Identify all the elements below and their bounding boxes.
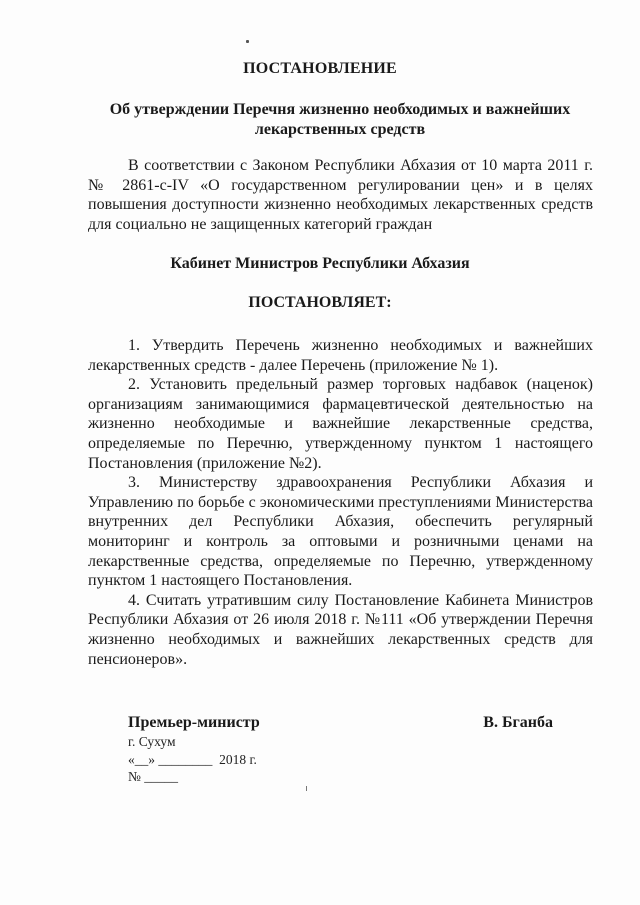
signature-number-line: № _____: [128, 769, 179, 784]
scan-artifact-dot: [246, 40, 249, 43]
decree-heading: ПОСТАНОВЛЯЕТ:: [248, 294, 392, 311]
decree-item-3: 3. Министерству здравоохранения Республики Абхазия и Управлению по борьбе с экономическими преступлениями Министерства внутренних дел Республики Абхазия, обеспечить регулярный мониторинг и контроль за оптовыми и розничными ценами на лекарственные средства, определяемые по Перечню, утвержденному пунктом 1 настоящего Постановления.: [88, 474, 593, 590]
signature-city: г. Сухум: [128, 734, 176, 749]
document-subtitle: Об утверждении Перечня жизненно необходимых и важнейших лекарственных средств: [109, 101, 571, 138]
decree-items: [88, 336, 593, 669]
preamble-section: [88, 156, 593, 234]
decree-item-4: 4. Считать утратившим силу Постановление Кабинета Министров Республики Абхазия от 26 июля 2018 г. №111 «Об утверждении Перечня жизненно необходимых и важнейших лекарственных средств для пенсионеров».: [88, 591, 593, 668]
document-title: ПОСТАНОВЛЕНИЕ: [243, 60, 397, 77]
signatory-position: Премьер-министр: [128, 714, 260, 731]
signature-date-line: «__» ________ 2018 г.: [128, 751, 257, 767]
signature-row: [128, 713, 553, 733]
signature-block: [128, 713, 553, 786]
decree-item-1: 1. Утвердить Перечень жизненно необходимых и важнейших лекарственных средств - далее Перечень (приложение № 1).: [88, 337, 593, 374]
decree-item-2: 2. Установить предельный размер торговых надбавок (наценок) организациям занимающимися фармацевтической деятельностью на жизненно необходимые и важнейшие лекарственные средства, определяемые по Перечню, утвержденному пунктом 1 настоящего Постановления (приложение №2).: [88, 376, 593, 472]
issuing-authority: Кабинет Министров Республики Абхазия: [170, 255, 470, 272]
preamble-paragraph: В соответствии с Законом Республики Абхазия от 10 марта 2011 г. № 2861-с-IV «О государственном регулировании цен» и в целях повышения доступности жизненно необходимых лекарственных средств для социально не защищенных категорий граждан: [88, 157, 593, 233]
signatory-name: В. Бганба: [483, 714, 553, 731]
scan-artifact-tick: [306, 786, 307, 791]
